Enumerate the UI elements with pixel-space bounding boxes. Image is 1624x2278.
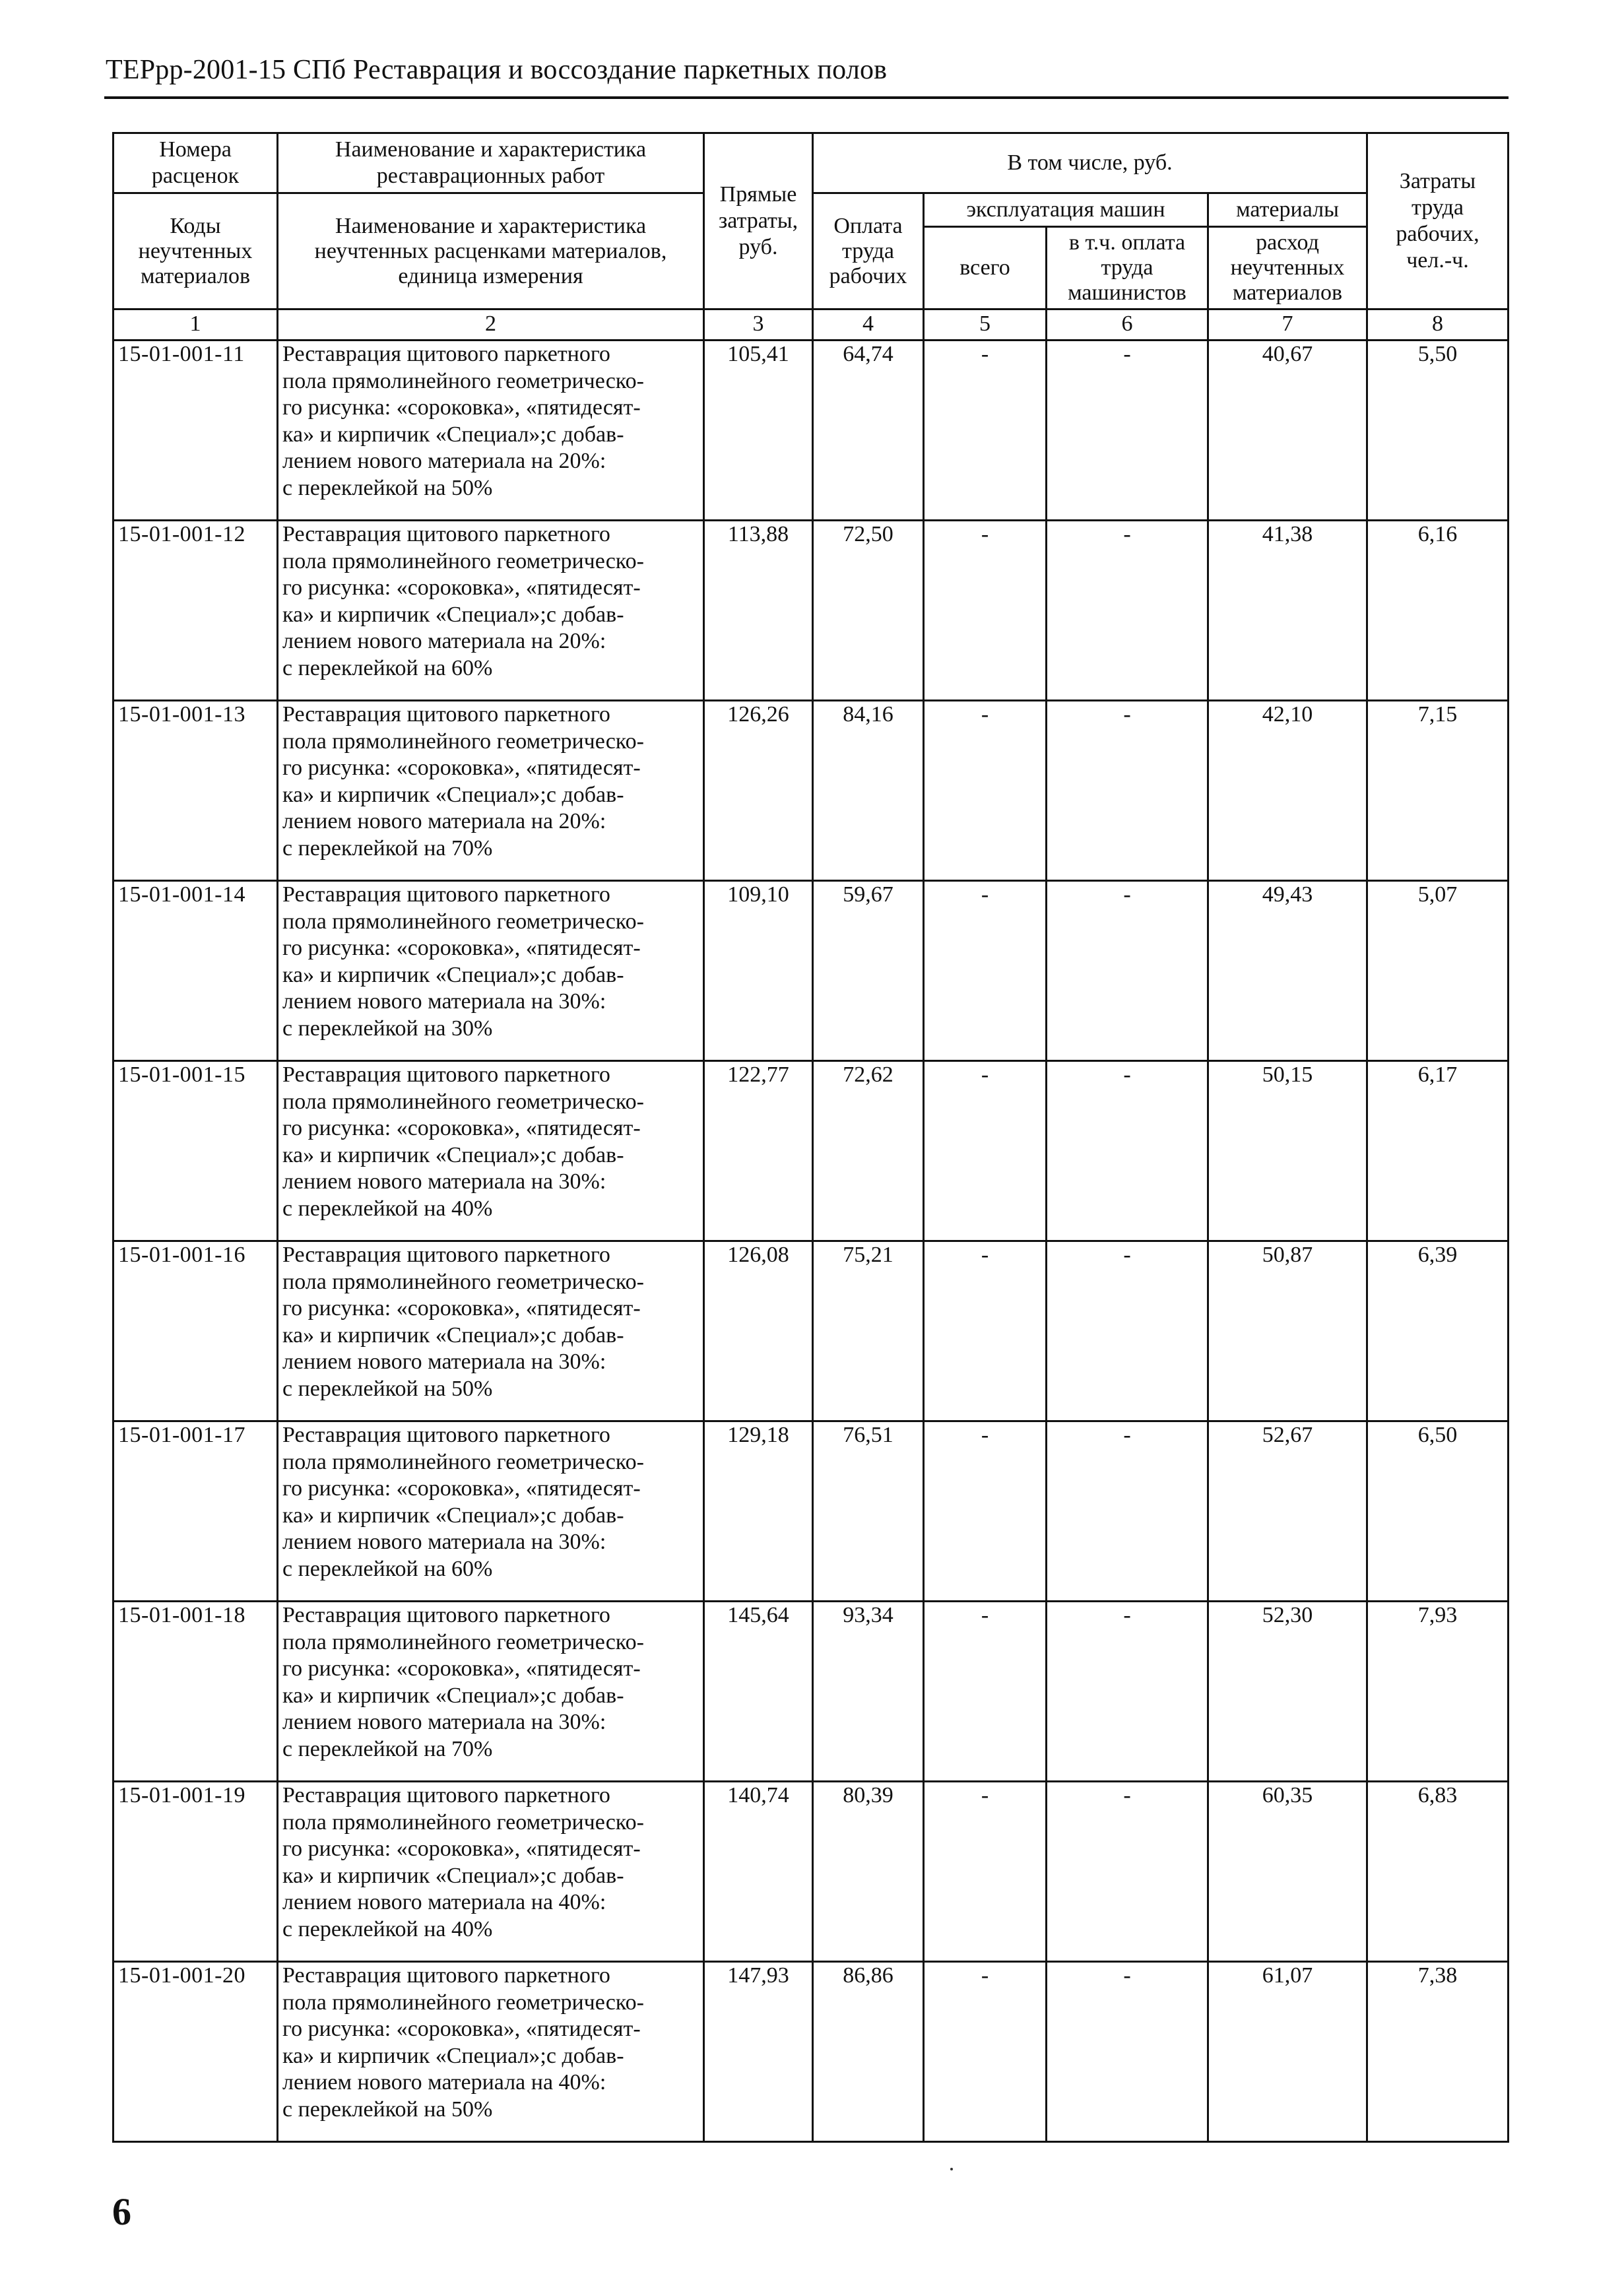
description-line: с переклейкой на 60% [282,655,493,680]
worker-pay-value: 76,51 [813,1421,924,1602]
header-material-codes: Коды неучтенных материалов [114,193,278,309]
machinist-pay-value: - [1047,521,1208,701]
materials-value: 61,07 [1208,1962,1367,2142]
machines-total-value: - [924,341,1047,521]
work-description [278,1061,704,1241]
labor-hours-value: 6,83 [1367,1782,1509,1962]
description-line: с переклейкой на 30% [282,1016,493,1041]
direct-costs-value: 145,64 [704,1602,813,1782]
description-line: ка» и кирпичик «Специал»;с добав- [282,422,624,447]
description-line: лением нового материала на 30%: [282,1169,606,1194]
machines-total-value: - [924,1061,1047,1241]
direct-costs-value: 140,74 [704,1782,813,1962]
labor-hours-value: 7,93 [1367,1602,1509,1782]
work-description [278,1241,704,1421]
description-line: ка» и кирпичик «Специал»;с добав- [282,602,624,627]
description-line: Реставрация щитового паркетного [282,522,610,546]
description-line: го рисунка: «сороковка», «пятидесят- [282,1656,641,1681]
rate-code: 15-01-001-16 [114,1241,278,1421]
work-description [278,341,704,521]
work-description [278,1782,704,1962]
description-line: ка» и кирпичик «Специал»;с добав- [282,1142,624,1167]
materials-value: 52,30 [1208,1602,1367,1782]
description-line: пола прямолинейного геометрическо- [282,1990,644,2015]
header-unaccounted-materials: расход неучтенных материалов [1208,227,1367,309]
work-description [278,701,704,881]
description-line: го рисунка: «сороковка», «пятидесят- [282,1296,641,1320]
table-row [114,1241,1509,1421]
direct-costs-value: 105,41 [704,341,813,521]
worker-pay-value: 84,16 [813,701,924,881]
title-rule [104,96,1509,99]
document-title: ТЕРрр-2001-15 СПб Реставрация и воссоздание паркетных полов [106,55,888,85]
machinist-pay-value: - [1047,1061,1208,1241]
machinist-pay-value: - [1047,881,1208,1061]
materials-value: 41,38 [1208,521,1367,701]
labor-hours-value: 6,16 [1367,521,1509,701]
scan-dot [950,2168,953,2170]
description-line: ка» и кирпичик «Специал»;с добав- [282,1503,624,1528]
description-line: Реставрация щитового паркетного [282,1783,610,1807]
rate-code: 15-01-001-17 [114,1421,278,1602]
description-line: Реставрация щитового паркетного [282,702,610,727]
worker-pay-value: 59,67 [813,881,924,1061]
machinist-pay-value: - [1047,701,1208,881]
worker-pay-value: 64,74 [813,341,924,521]
description-line: Реставрация щитового паркетного [282,1062,610,1087]
header-labor-hours: Затраты труда рабочих, чел.-ч. [1367,133,1509,309]
description-line: го рисунка: «сороковка», «пятидесят- [282,936,641,960]
direct-costs-value: 126,26 [704,701,813,881]
description-line: пола прямолинейного геометрическо- [282,548,644,573]
description-line: Реставрация щитового паркетного [282,1603,610,1627]
table-row [114,341,1509,521]
description-line: пола прямолинейного геометрическо- [282,1269,644,1294]
description-line: пола прямолинейного геометрическо- [282,1449,644,1474]
materials-value: 50,87 [1208,1241,1367,1421]
materials-value: 42,10 [1208,701,1367,881]
description-line: пола прямолинейного геометрическо- [282,1809,644,1835]
description-line: го рисунка: «сороковка», «пятидесят- [282,575,641,600]
work-description [278,1962,704,2142]
machinist-pay-value: - [1047,1962,1208,2142]
machines-total-value: - [924,701,1047,881]
labor-hours-value: 5,50 [1367,341,1509,521]
description-line: пола прямолинейного геометрическо- [282,909,644,934]
column-number: 2 [278,309,704,341]
labor-hours-value: 6,50 [1367,1421,1509,1602]
column-number: 3 [704,309,813,341]
machines-total-value: - [924,1782,1047,1962]
worker-pay-value: 72,50 [813,521,924,701]
rate-code: 15-01-001-18 [114,1602,278,1782]
table-row [114,881,1509,1061]
labor-hours-value: 5,07 [1367,881,1509,1061]
description-line: ка» и кирпичик «Специал»;с добав- [282,782,624,807]
description-line: ка» и кирпичик «Специал»;с добав- [282,1322,624,1348]
description-line: лением нового материала на 30%: [282,1710,606,1734]
description-line: го рисунка: «сороковка», «пятидесят- [282,395,641,420]
machines-total-value: - [924,1241,1047,1421]
rate-code: 15-01-001-20 [114,1962,278,2142]
table-row [114,1421,1509,1602]
table-row [114,521,1509,701]
work-description [278,1421,704,1602]
description-line: лением нового материала на 30%: [282,1530,606,1554]
column-number: 4 [813,309,924,341]
description-line: с переклейкой на 40% [282,1196,493,1221]
description-line: с переклейкой на 40% [282,1916,493,1941]
description-line: лением нового материала на 20%: [282,809,606,833]
worker-pay-value: 75,21 [813,1241,924,1421]
header-machines-total: всего [924,227,1047,309]
description-line: с переклейкой на 50% [282,2097,493,2122]
page-number: 6 [112,2190,131,2233]
worker-pay-value: 72,62 [813,1061,924,1241]
materials-value: 49,43 [1208,881,1367,1061]
header-machinist-pay: в т.ч. оплата труда машинистов [1047,227,1208,309]
description-line: ка» и кирпичик «Специал»;с добав- [282,1683,624,1708]
description-line: пола прямолинейного геометрическо- [282,729,644,754]
column-number: 6 [1047,309,1208,341]
materials-value: 40,67 [1208,341,1367,521]
labor-hours-value: 6,39 [1367,1241,1509,1421]
machines-total-value: - [924,1962,1047,2142]
column-number-row [114,309,1509,341]
machinist-pay-value: - [1047,1782,1208,1962]
header-machine-operation: эксплуатация машин [924,193,1208,227]
description-line: лением нового материала на 20%: [282,449,606,473]
labor-hours-value: 6,17 [1367,1061,1509,1241]
header-direct-costs: Прямые затраты, руб. [704,133,813,309]
description-line: Реставрация щитового паркетного [282,1243,610,1267]
rate-code: 15-01-001-11 [114,341,278,521]
description-line: лением нового материала на 30%: [282,1350,606,1374]
table-row [114,1602,1509,1782]
machinist-pay-value: - [1047,1602,1208,1782]
labor-hours-value: 7,15 [1367,701,1509,881]
header-including-group: В том числе, руб. [813,133,1367,193]
direct-costs-value: 129,18 [704,1421,813,1602]
machines-total-value: - [924,1421,1047,1602]
description-line: ка» и кирпичик «Специал»;с добав- [282,962,624,987]
description-line: го рисунка: «сороковка», «пятидесят- [282,1476,641,1501]
machines-total-value: - [924,881,1047,1061]
machinist-pay-value: - [1047,1241,1208,1421]
description-line: го рисунка: «сороковка», «пятидесят- [282,1837,641,1861]
description-line: с переклейкой на 50% [282,475,493,500]
description-line: Реставрация щитового паркетного [282,1423,610,1447]
work-description [278,521,704,701]
rate-code: 15-01-001-12 [114,521,278,701]
direct-costs-value: 122,77 [704,1061,813,1241]
rate-code: 15-01-001-14 [114,881,278,1061]
materials-value: 60,35 [1208,1782,1367,1962]
table-row [114,701,1509,881]
rate-code: 15-01-001-19 [114,1782,278,1962]
description-line: Реставрация щитового паркетного [282,1963,610,1988]
description-line: го рисунка: «сороковка», «пятидесят- [282,1116,641,1140]
column-number: 7 [1208,309,1367,341]
column-number: 5 [924,309,1047,341]
materials-value: 50,15 [1208,1061,1367,1241]
header-worker-pay: Оплата труда рабочих [813,193,924,309]
worker-pay-value: 93,34 [813,1602,924,1782]
machinist-pay-value: - [1047,341,1208,521]
description-line: лением нового материала на 20%: [282,629,606,653]
direct-costs-value: 113,88 [704,521,813,701]
table-row [114,1962,1509,2142]
machines-total-value: - [924,1602,1047,1782]
worker-pay-value: 86,86 [813,1962,924,2142]
column-number: 1 [114,309,278,341]
materials-value: 52,67 [1208,1421,1367,1602]
rate-code: 15-01-001-15 [114,1061,278,1241]
description-line: с переклейкой на 70% [282,835,493,861]
column-number: 8 [1367,309,1509,341]
description-line: пола прямолинейного геометрическо- [282,1629,644,1654]
header-rate-numbers: Номера расценок [114,133,278,193]
work-description [278,881,704,1061]
table-row [114,1061,1509,1241]
description-line: лением нового материала на 40%: [282,2070,606,2095]
machines-total-value: - [924,521,1047,701]
description-line: с переклейкой на 60% [282,1556,493,1581]
header-material-name: Наименование и характеристика неучтенных расценками материалов, единица измерения [278,193,704,309]
rate-code: 15-01-001-13 [114,701,278,881]
direct-costs-value: 147,93 [704,1962,813,2142]
description-line: с переклейкой на 70% [282,1736,493,1761]
price-table [112,132,1509,2143]
description-line: лением нового материала на 30%: [282,989,606,1014]
header-work-name: Наименование и характеристика реставрационных работ [278,133,704,193]
description-line: пола прямолинейного геометрическо- [282,1089,644,1114]
worker-pay-value: 80,39 [813,1782,924,1962]
work-description [278,1602,704,1782]
direct-costs-value: 126,08 [704,1241,813,1421]
description-line: го рисунка: «сороковка», «пятидесят- [282,2017,641,2041]
description-line: пола прямолинейного геометрическо- [282,368,644,393]
description-line: Реставрация щитового паркетного [282,342,610,366]
direct-costs-value: 109,10 [704,881,813,1061]
description-line: Реставрация щитового паркетного [282,882,610,907]
machinist-pay-value: - [1047,1421,1208,1602]
description-line: с переклейкой на 50% [282,1376,493,1401]
description-line: лением нового материала на 40%: [282,1890,606,1914]
description-line: го рисунка: «сороковка», «пятидесят- [282,756,641,780]
description-line: ка» и кирпичик «Специал»;с добав- [282,1863,624,1888]
labor-hours-value: 7,38 [1367,1962,1509,2142]
description-line: ка» и кирпичик «Специал»;с добав- [282,2043,624,2068]
header-materials: материалы [1208,193,1367,227]
table-row [114,1782,1509,1962]
